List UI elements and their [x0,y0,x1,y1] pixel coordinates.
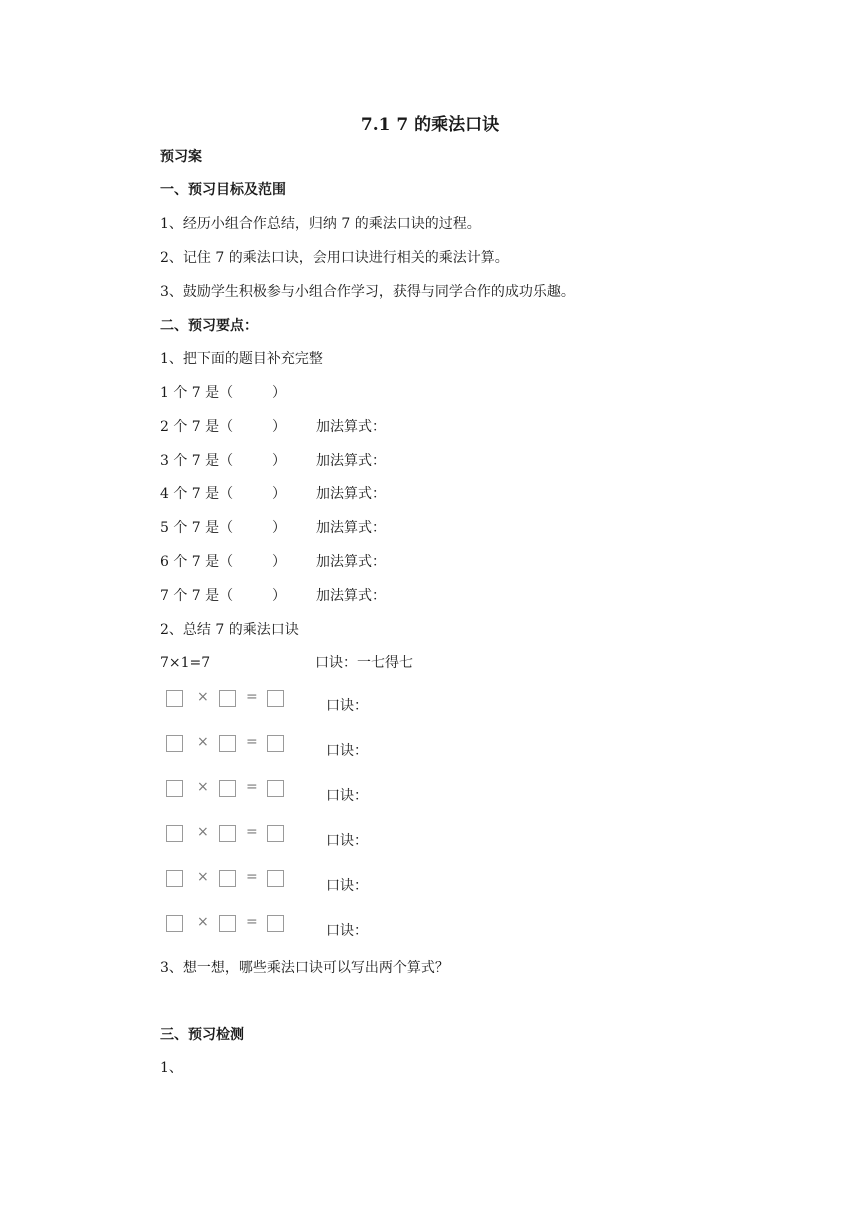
goal-1: 1、经历小组合作总结，归纳 7 的乘法口诀的过程。 [160,216,481,232]
answer-box[interactable] [267,870,284,887]
addition-label: 加法算式： [316,419,386,435]
answer-box[interactable] [267,780,284,797]
fill-suffix: ） [272,554,286,570]
question-1-label: 1、把下面的题目补充完整 [160,351,323,367]
addition-label: 加法算式： [316,520,386,536]
answer-box[interactable] [219,870,236,887]
heading-goals: 一、预习目标及范围 [160,182,286,198]
mnemonic-label: 口诀： [326,788,368,804]
answer-box[interactable] [219,735,236,752]
times-sign: × [197,734,209,750]
equation-box-row [166,689,426,714]
answer-box[interactable] [219,690,236,707]
answer-box[interactable] [166,825,183,842]
answer-box[interactable] [219,915,236,932]
equals-sign: = [246,689,258,705]
section-preview: 预习案 [160,149,202,165]
equation-box-row [166,824,426,849]
fill-prefix: 3 个 7 是（ [160,453,234,469]
example-mnemonic: 口诀：一七得七 [315,655,413,671]
times-sign: × [197,689,209,705]
question-3-label: 3、想一想，哪些乘法口诀可以写出两个算式？ [160,960,449,976]
equation-box-row [166,914,426,939]
answer-box[interactable] [166,780,183,797]
heading-check: 三、预习检测 [160,1027,244,1043]
times-sign: × [197,779,209,795]
addition-label: 加法算式： [316,554,386,570]
equation-box-row [166,734,426,759]
answer-box[interactable] [267,735,284,752]
fill-prefix: 5 个 7 是（ [160,520,234,536]
times-sign: × [197,824,209,840]
mnemonic-label: 口诀： [326,923,368,939]
equals-sign: = [246,824,258,840]
times-sign: × [197,914,209,930]
answer-box[interactable] [267,825,284,842]
fill-prefix: 2 个 7 是（ [160,419,234,435]
addition-label: 加法算式： [316,486,386,502]
fill-prefix: 1 个 7 是（ [160,385,234,401]
goal-2: 2、记住 7 的乘法口诀，会用口诀进行相关的乘法计算。 [160,250,509,266]
equation-box-row [166,869,426,894]
mnemonic-label: 口诀： [326,878,368,894]
fill-suffix: ） [272,419,286,435]
mnemonic-label: 口诀： [326,833,368,849]
fill-prefix: 7 个 7 是（ [160,588,234,604]
addition-label: 加法算式： [316,453,386,469]
fill-suffix: ） [272,588,286,604]
answer-box[interactable] [219,825,236,842]
addition-label: 加法算式： [316,588,386,604]
fill-suffix: ） [272,486,286,502]
equals-sign: = [246,914,258,930]
equals-sign: = [246,734,258,750]
answer-box[interactable] [219,780,236,797]
fill-suffix: ） [272,520,286,536]
equals-sign: = [246,779,258,795]
page-title: 7.1 7 的乘法口诀 [360,115,500,135]
heading-key-points: 二、预习要点： [160,318,258,334]
question-2-label: 2、总结 7 的乘法口诀 [160,622,299,638]
fill-prefix: 4 个 7 是（ [160,486,234,502]
mnemonic-label: 口诀： [326,698,368,714]
answer-box[interactable] [166,690,183,707]
check-item-1: 1、 [160,1060,183,1076]
equals-sign: = [246,869,258,885]
equation-box-row [166,779,426,804]
answer-box[interactable] [166,915,183,932]
answer-box[interactable] [166,735,183,752]
fill-suffix: ） [272,385,286,401]
times-sign: × [197,869,209,885]
goal-3: 3、鼓励学生积极参与小组合作学习，获得与同学合作的成功乐趣。 [160,284,575,300]
answer-box[interactable] [267,690,284,707]
fill-prefix: 6 个 7 是（ [160,554,234,570]
fill-suffix: ） [272,453,286,469]
answer-box[interactable] [166,870,183,887]
example-equation: 7×1=7 [160,655,211,671]
answer-box[interactable] [267,915,284,932]
mnemonic-label: 口诀： [326,743,368,759]
